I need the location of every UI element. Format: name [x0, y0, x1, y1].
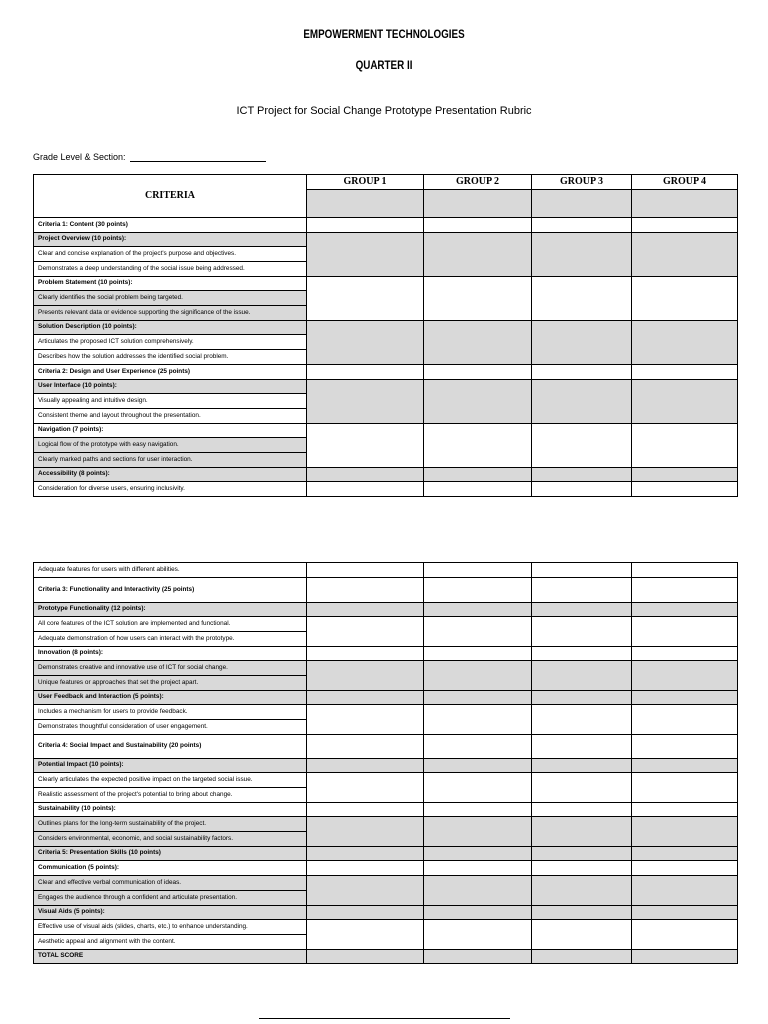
score-cell[interactable]	[307, 578, 424, 603]
subcriteria-row	[34, 603, 738, 617]
subcriteria-label: Prototype Functionality (12 points):	[34, 603, 307, 617]
grade-section-label: Grade Level & Section:	[33, 152, 126, 162]
score-cell[interactable]	[532, 233, 632, 277]
total-score-cell[interactable]	[307, 950, 424, 964]
score-cell[interactable]	[307, 603, 424, 617]
subcriteria-row	[34, 906, 738, 920]
score-cell[interactable]	[632, 218, 738, 233]
score-cell[interactable]	[307, 233, 424, 277]
score-cell[interactable]	[632, 906, 738, 920]
subcriteria-label: Visual Aids (5 points):	[34, 906, 307, 920]
quarter-label: QUARTER II	[355, 58, 413, 72]
indicator-text: Unique features or approaches that set the project apart.	[34, 676, 307, 691]
indicator-row	[34, 661, 738, 676]
subcriteria-label: Navigation (7 points):	[34, 424, 307, 438]
total-score-cell[interactable]	[424, 950, 532, 964]
score-cell[interactable]	[632, 277, 738, 321]
indicator-text: Clearly identifies the social problem being targeted.	[34, 291, 307, 306]
score-cell[interactable]	[632, 773, 738, 803]
score-cell[interactable]	[632, 647, 738, 661]
rubric-table-page-2	[33, 562, 738, 964]
subcriteria-label: Project Overview (10 points):	[34, 233, 307, 247]
indicator-text: All core features of the ICT solution are implemented and functional.	[34, 617, 307, 632]
indicator-row	[34, 705, 738, 720]
indicator-text: Engages the audience through a confident and articulate presentation.	[34, 891, 307, 906]
score-cell[interactable]	[632, 424, 738, 468]
indicator-text: Consistent theme and layout throughout the presentation.	[34, 409, 307, 424]
score-cell[interactable]	[532, 603, 632, 617]
score-cell[interactable]	[424, 277, 532, 321]
score-cell[interactable]	[632, 876, 738, 906]
score-cell[interactable]	[632, 803, 738, 817]
group-header-4: GROUP 4	[632, 175, 738, 190]
score-cell[interactable]	[307, 847, 424, 861]
indicator-text: Demonstrates creative and innovative use of ICT for social change.	[34, 661, 307, 676]
subcriteria-row	[34, 380, 738, 394]
total-score-cell[interactable]	[632, 950, 738, 964]
score-cell[interactable]	[532, 380, 632, 424]
indicator-text: Clear and concise explanation of the project's purpose and objectives.	[34, 247, 307, 262]
score-cell[interactable]	[532, 190, 632, 218]
score-cell[interactable]	[632, 603, 738, 617]
criteria-row	[34, 218, 738, 233]
indicator-text: Demonstrates thoughtful consideration of user engagement.	[34, 720, 307, 735]
score-cell[interactable]	[307, 647, 424, 661]
score-cell[interactable]	[532, 759, 632, 773]
indicator-text: Realistic assessment of the project's potential to bring about change.	[34, 788, 307, 803]
score-cell[interactable]	[532, 803, 632, 817]
header-row	[34, 175, 738, 190]
subcriteria-row	[34, 277, 738, 291]
criteria-row	[34, 365, 738, 380]
subcriteria-row	[34, 468, 738, 482]
score-cell[interactable]	[532, 578, 632, 603]
criteria-label: Criteria 5: Presentation Skills (10 points)	[34, 847, 307, 861]
total-score-row	[34, 950, 738, 964]
indicator-text: Aesthetic appeal and alignment with the content.	[34, 935, 307, 950]
score-cell[interactable]	[632, 759, 738, 773]
score-cell[interactable]	[424, 321, 532, 365]
indicator-row	[34, 563, 738, 578]
score-cell[interactable]	[307, 920, 424, 950]
indicator-text: Effective use of visual aids (slides, charts, etc.) to enhance understanding.	[34, 920, 307, 935]
score-cell[interactable]	[532, 661, 632, 691]
score-cell[interactable]	[532, 920, 632, 950]
score-cell[interactable]	[424, 380, 532, 424]
criteria-header: CRITERIA	[34, 175, 307, 218]
rubric-table-page-1	[33, 174, 738, 497]
indicator-row	[34, 920, 738, 935]
subcriteria-row	[34, 424, 738, 438]
indicator-text: Clearly marked paths and sections for user interaction.	[34, 453, 307, 468]
score-cell[interactable]	[532, 563, 632, 578]
total-score-label: TOTAL SCORE	[34, 950, 307, 964]
score-cell[interactable]	[424, 876, 532, 906]
grade-section-blank[interactable]	[130, 161, 266, 162]
rubric-subtitle: ICT Project for Social Change Prototype Presentation Rubric	[236, 105, 532, 117]
score-cell[interactable]	[307, 803, 424, 817]
score-cell[interactable]	[532, 817, 632, 847]
indicator-text: Describes how the solution addresses the identified social problem.	[34, 350, 307, 365]
score-cell[interactable]	[632, 735, 738, 759]
score-cell[interactable]	[307, 277, 424, 321]
subcriteria-row	[34, 861, 738, 876]
indicator-text: Visually appealing and intuitive design.	[34, 394, 307, 409]
criteria-label: Criteria 2: Design and User Experience (25 points)	[34, 365, 307, 380]
score-cell[interactable]	[307, 617, 424, 647]
grade-section-field[interactable]	[33, 152, 266, 162]
score-cell[interactable]	[532, 277, 632, 321]
score-cell[interactable]	[632, 617, 738, 647]
score-cell[interactable]	[424, 218, 532, 233]
group-header-1: GROUP 1	[307, 175, 424, 190]
score-cell[interactable]	[307, 817, 424, 847]
criteria-label: Criteria 4: Social Impact and Sustainability (20 points)	[34, 735, 307, 759]
score-cell[interactable]	[424, 705, 532, 735]
score-cell[interactable]	[632, 705, 738, 735]
score-cell[interactable]	[307, 380, 424, 424]
indicator-text: Demonstrates a deep understanding of the social issue being addressed.	[34, 262, 307, 277]
subcriteria-label: User Feedback and Interaction (5 points):	[34, 691, 307, 705]
score-cell[interactable]	[532, 847, 632, 861]
score-cell[interactable]	[632, 847, 738, 861]
subcriteria-label: Innovation (8 points):	[34, 647, 307, 661]
score-cell[interactable]	[632, 578, 738, 603]
score-cell[interactable]	[632, 380, 738, 424]
score-cell[interactable]	[532, 691, 632, 705]
criteria-label: Criteria 3: Functionality and Interactivity (25 points)	[34, 578, 307, 603]
score-cell[interactable]	[532, 424, 632, 468]
score-cell[interactable]	[307, 190, 424, 218]
indicator-text: Consideration for diverse users, ensuring inclusivity.	[34, 482, 307, 497]
score-cell[interactable]	[532, 218, 632, 233]
score-cell[interactable]	[307, 876, 424, 906]
score-cell[interactable]	[632, 482, 738, 497]
indicator-text: Clear and effective verbal communication of ideas.	[34, 876, 307, 891]
score-cell[interactable]	[307, 218, 424, 233]
score-cell[interactable]	[424, 482, 532, 497]
score-cell[interactable]	[424, 617, 532, 647]
score-cell[interactable]	[307, 906, 424, 920]
subcriteria-label: Solution Description (10 points):	[34, 321, 307, 335]
criteria-row	[34, 847, 738, 861]
criteria-row	[34, 735, 738, 759]
subcriteria-row	[34, 321, 738, 335]
score-cell[interactable]	[424, 861, 532, 876]
indicator-text: Articulates the proposed ICT solution comprehensively.	[34, 335, 307, 350]
score-cell[interactable]	[424, 563, 532, 578]
score-cell[interactable]	[632, 468, 738, 482]
score-cell[interactable]	[424, 773, 532, 803]
score-cell[interactable]	[307, 321, 424, 365]
score-cell[interactable]	[632, 233, 738, 277]
total-score-cell[interactable]	[532, 950, 632, 964]
score-cell[interactable]	[424, 661, 532, 691]
indicator-row	[34, 482, 738, 497]
score-cell[interactable]	[632, 861, 738, 876]
subcriteria-row	[34, 691, 738, 705]
indicator-row	[34, 817, 738, 832]
score-cell[interactable]	[424, 920, 532, 950]
score-cell[interactable]	[424, 424, 532, 468]
subcriteria-label: Accessibility (8 points):	[34, 468, 307, 482]
score-cell[interactable]	[307, 365, 424, 380]
document-title: EMPOWERMENT TECHNOLOGIES	[303, 27, 465, 41]
score-cell[interactable]	[424, 603, 532, 617]
indicator-text: Clearly articulates the expected positive impact on the targeted social issue.	[34, 773, 307, 788]
indicator-row	[34, 773, 738, 788]
score-cell[interactable]	[307, 563, 424, 578]
score-cell[interactable]	[532, 861, 632, 876]
score-cell[interactable]	[632, 691, 738, 705]
score-cell[interactable]	[532, 876, 632, 906]
score-cell[interactable]	[532, 906, 632, 920]
subcriteria-row	[34, 647, 738, 661]
score-cell[interactable]	[632, 190, 738, 218]
indicator-row	[34, 617, 738, 632]
score-cell[interactable]	[532, 617, 632, 647]
indicator-text: Adequate demonstration of how users can interact with the prototype.	[34, 632, 307, 647]
score-cell[interactable]	[632, 365, 738, 380]
indicator-text: Logical flow of the prototype with easy navigation.	[34, 438, 307, 453]
score-cell[interactable]	[424, 803, 532, 817]
score-cell[interactable]	[424, 468, 532, 482]
score-cell[interactable]	[307, 424, 424, 468]
score-cell[interactable]	[307, 861, 424, 876]
subcriteria-row	[34, 803, 738, 817]
indicator-text: Includes a mechanism for users to provide feedback.	[34, 705, 307, 720]
score-cell[interactable]	[307, 661, 424, 691]
score-cell[interactable]	[424, 735, 532, 759]
score-cell[interactable]	[632, 920, 738, 950]
score-cell[interactable]	[632, 321, 738, 365]
score-cell[interactable]	[307, 773, 424, 803]
subcriteria-label: Sustainability (10 points):	[34, 803, 307, 817]
score-cell[interactable]	[307, 735, 424, 759]
score-cell[interactable]	[532, 321, 632, 365]
subcriteria-label: Potential Impact (10 points):	[34, 759, 307, 773]
subcriteria-label: Problem Statement (10 points):	[34, 277, 307, 291]
score-cell[interactable]	[307, 705, 424, 735]
score-cell[interactable]	[632, 817, 738, 847]
score-cell[interactable]	[532, 482, 632, 497]
indicator-text: Outlines plans for the long-term sustainability of the project.	[34, 817, 307, 832]
score-cell[interactable]	[307, 468, 424, 482]
score-cell[interactable]	[532, 468, 632, 482]
indicator-row	[34, 876, 738, 891]
score-cell[interactable]	[424, 817, 532, 847]
score-cell[interactable]	[307, 482, 424, 497]
score-cell[interactable]	[424, 233, 532, 277]
score-cell[interactable]	[532, 735, 632, 759]
subcriteria-label: User Interface (10 points):	[34, 380, 307, 394]
score-cell[interactable]	[424, 847, 532, 861]
score-cell[interactable]	[424, 190, 532, 218]
score-cell[interactable]	[424, 365, 532, 380]
signature-line	[259, 1018, 510, 1019]
score-cell[interactable]	[532, 647, 632, 661]
indicator-text: Presents relevant data or evidence supporting the significance of the issue.	[34, 306, 307, 321]
score-cell[interactable]	[532, 705, 632, 735]
score-cell[interactable]	[632, 661, 738, 691]
score-cell[interactable]	[424, 759, 532, 773]
subcriteria-label: Communication (5 points):	[34, 861, 307, 876]
indicator-text: Adequate features for users with different abilities.	[34, 563, 307, 578]
criteria-row	[34, 578, 738, 603]
group-header-3: GROUP 3	[532, 175, 632, 190]
score-cell[interactable]	[632, 563, 738, 578]
score-cell[interactable]	[424, 691, 532, 705]
score-cell[interactable]	[532, 365, 632, 380]
score-cell[interactable]	[307, 691, 424, 705]
score-cell[interactable]	[424, 578, 532, 603]
subcriteria-row	[34, 233, 738, 247]
subcriteria-row	[34, 759, 738, 773]
group-header-2: GROUP 2	[424, 175, 532, 190]
score-cell[interactable]	[424, 647, 532, 661]
score-cell[interactable]	[424, 906, 532, 920]
score-cell[interactable]	[532, 773, 632, 803]
criteria-label: Criteria 1: Content (30 points)	[34, 218, 307, 233]
score-cell[interactable]	[307, 759, 424, 773]
indicator-text: Considers environmental, economic, and social sustainability factors.	[34, 832, 307, 847]
